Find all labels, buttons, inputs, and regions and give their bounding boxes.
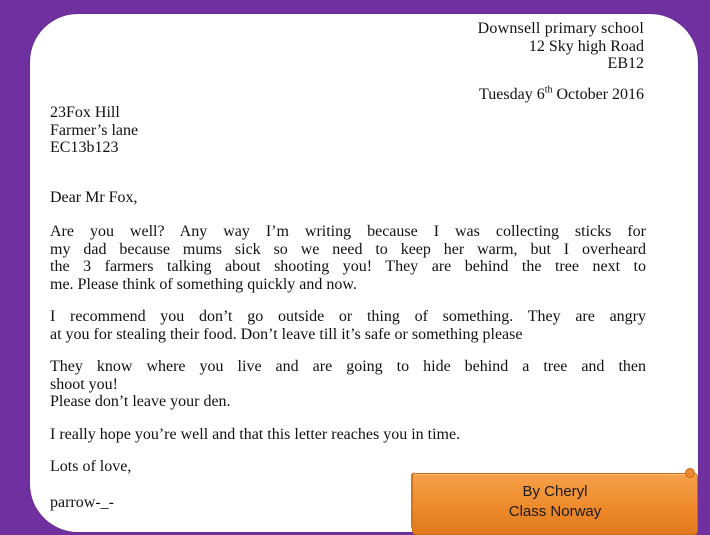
paragraph-line: Are you well? Any way I’m writing because I was collecting sticks for	[50, 223, 646, 240]
author-credit	[413, 482, 697, 522]
signature: parrow-_-	[50, 494, 114, 511]
paragraph-4	[50, 426, 646, 444]
paragraph-1	[50, 223, 646, 293]
school-name: Downsell primary school	[477, 20, 644, 37]
paragraph-2	[50, 308, 646, 343]
recipient-line: 23Fox Hill	[50, 104, 120, 121]
letter-card	[30, 14, 698, 532]
paragraph-line: Please don’t leave your den.	[50, 393, 231, 410]
paragraph-3	[50, 358, 646, 411]
author-class: Class Norway	[508, 503, 602, 520]
recipient-line: Farmer’s lane	[50, 121, 139, 139]
paragraph-line: the 3 farmers talking about shooting you! They are behind the tree next to	[50, 258, 646, 275]
recipient-address	[50, 104, 138, 157]
paragraph-line: at you for stealing their food. Don’t leave till it’s safe or something please	[50, 325, 523, 343]
author-name: By Cheryl	[522, 483, 588, 500]
paragraph-line: my dad because mums sick so we need to keep her warm, but I overheard	[50, 240, 646, 258]
school-postcode: EB12	[607, 55, 644, 72]
date-prefix: Tuesday 6	[479, 86, 545, 103]
date-suffix: October 2016	[552, 86, 644, 103]
paragraph-line: I really hope you’re well and that this letter reaches you in time.	[50, 426, 461, 443]
paragraph-line: They know where you live and are going to hide behind a tree and then	[50, 358, 646, 375]
salutation: Dear Mr Fox,	[50, 189, 138, 206]
recipient-line: EC13b123	[50, 139, 119, 156]
date-ordinal: th	[544, 84, 553, 96]
closing: Lots of love,	[50, 458, 132, 475]
paragraph-line: me. Please think of something quickly and now.	[50, 275, 357, 293]
school-road: 12 Sky high Road	[528, 37, 644, 55]
paragraph-line: I recommend you don’t go outside or thing of something. They are angry	[50, 308, 646, 325]
letter-date	[479, 86, 644, 104]
paragraph-line: shoot you!	[50, 375, 118, 393]
scroll-curl-right	[685, 468, 695, 478]
school-address	[478, 20, 644, 73]
author-scroll-box	[412, 473, 698, 535]
